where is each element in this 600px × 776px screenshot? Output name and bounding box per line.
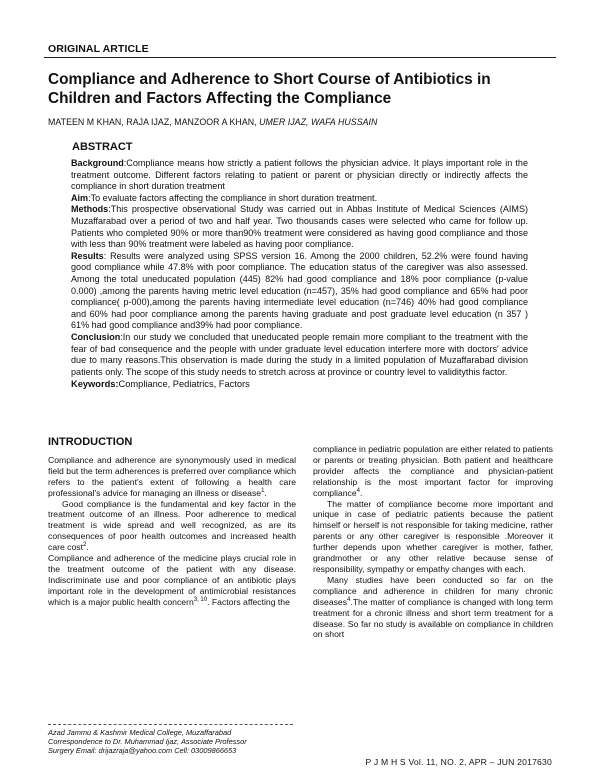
abstract — [71, 141, 528, 390]
intro-p3-tail: . Factors affecting the — [207, 596, 290, 607]
citation-4b: 4 — [347, 596, 351, 603]
right-paragraph-1: compliance in pediatric population are either related to patients or parents or treating physician. Both patient and healthcare provider affects the compliance and physician-patient relationship is the most important factor for improving compliance$^4$. — [313, 444, 553, 498]
right-paragraph-2 — [313, 499, 553, 575]
intro-paragraph-3 — [48, 553, 296, 608]
right-p2-text: The matter of compliance become more important and unique in case of pediatric patients because the patient himself or herself is not responsible for taking medicine, rather parents or any other caregiver is responsible .Moreover it further depends upon whether caregiver is mother, father, grandmother or any other relative because sense of responsibility, sympathy or empathy changes with each. — [313, 498, 553, 574]
header-divider — [44, 57, 556, 58]
authors-plain: MATEEN M KHAN, RAJA IJAZ, MANZOOR A KHAN, — [48, 117, 260, 127]
abstract-heading: ABSTRACT — [72, 141, 133, 153]
right-p3-text: Many studies have been conducted so far on the compliance and adherence in children for many chronic diseases — [313, 574, 553, 607]
right-column — [313, 444, 553, 640]
citation-4a: 4 — [356, 487, 360, 494]
page-footer: P J M H S Vol. 11, NO. 2, APR – JUN 2017630 — [365, 757, 552, 767]
intro-paragraph-2: Good compliance is the fundamental and key factor in the treatment outcome of an illness. Poor adherence to medical treatment is wide spread and well recognized, as are its consequences of poor health outcomes and increased health care cost$^2$. — [48, 498, 296, 553]
author-list — [48, 117, 377, 127]
aim-text: :To evaluate factors affecting the compliance in short duration treatment. — [88, 192, 378, 203]
footnote-divider — [48, 724, 293, 725]
aim-label: Aim — [71, 192, 89, 203]
citation-2: 2 — [83, 542, 87, 549]
footnote-correspondence: Correspondence to Dr. Muhammad Ijaz, Associate Professor — [48, 737, 247, 746]
section-label: ORIGINAL ARTICLE — [48, 43, 149, 55]
footnote-affiliation: Azad Jammu & Kashmir Medical College, Muzaffarabad — [48, 728, 232, 737]
intro-p3-text: Compliance and adherence of the medicine plays crucial role in the treatment outcome of the patient with any disease. Indiscriminate use and poor compliance of an antibiotic plays important role in the development of antimicrobial resistances which is a major public health concern — [48, 553, 296, 607]
intro-paragraph-1: Compliance and adherence are synonymously used in medical field but the term adherences is preferred over compliance which refers to the patient's extent of following a health care professional's advice for managing an illness or disease$^1$. — [48, 454, 296, 498]
background-text: :Compliance means how strictly a patient follows the physician advice. It plays important role in the treatment outcome. Different factors relating to patient or parent or physician directly or indirectly affects the compliance in short duration treatment — [71, 158, 528, 192]
left-column — [48, 437, 296, 608]
intro-p2-text: Good compliance is the fundamental and key factor in the treatment outcome of an illness. Poor adherence to medical treatment is wide spread and well recognized, as are its consequences of poor health outcomes and increased health care cost — [48, 498, 296, 553]
conclusion-label: Conclusion — [71, 331, 121, 342]
footnote-block — [48, 721, 298, 755]
background-label: Background — [71, 158, 124, 168]
right-p3-tail: .The matter of compliance is changed with long term treatment for a chronic illness and short term treatment for a disease. So far no study is available on compliance in children on short — [313, 596, 553, 640]
results-label: Results — [71, 250, 104, 261]
conclusion-text: :In our study we concluded that uneducated people remain more compliant to the treatment with the fear of bad consequence and the people with under graduate level education interfere more with doctors' advice due to many reasons.This observation is made during the study in a limited population of Muzaffarabad division patients only. The scope of this study needs to stretch across at province or country level to validitythis factor. — [71, 331, 528, 377]
abstract-keywords — [71, 378, 528, 390]
introduction-heading: INTRODUCTION — [48, 436, 133, 448]
right-p1-text: compliance in pediatric population are either related to patients or parents or treating physician. Both patient and healthcare provider affects the compliance and physician-patient relationship is the most important factor for improving compliance — [313, 444, 553, 498]
keywords-text: Compliance, Pediatrics, Factors — [118, 379, 250, 390]
abstract-results — [71, 251, 528, 332]
abstract-aim — [71, 193, 528, 205]
abstract-methods — [71, 204, 528, 250]
abstract-background — [71, 158, 528, 193]
intro-p1-text: Compliance and adherence are synonymously used in medical field but the term adherences is preferred over compliance which refers to the patient's extent of following a health care professional's advice for managing an illness or disease — [48, 454, 296, 498]
citation-1: 1 — [261, 487, 265, 494]
authors-italic: UMER IJAZ, WAFA HUSSAIN — [259, 117, 378, 127]
right-paragraph-3 — [313, 575, 553, 640]
keywords-label: Keywords: — [71, 379, 119, 390]
abstract-conclusion — [71, 332, 528, 378]
methods-text: :This prospective observational Study was carried out in Abbas Institute of Medical Sciences (AIMS) Muzaffarabad over a period of two and half year. Two thousands cases were selected who came for follow up. Patients who completed 90% or more than90% treatment were considered as having good compliance and those with less than 90% treatment were labeled as having poor compliance. — [71, 204, 528, 250]
results-text: : Results were analyzed using SPSS version 16. Among the 2000 children, 52.2% were found having good compliance while 47.8% with poor compliance. The education status of the caregiver was also assessed. Among the total uneducated population (445) 82% had good compliance and 18% poor compliance (p-value 0.000) ,among the parents having metric level education (n=457), 35% had good compliance and 65% had poor compliance( p-000),among the parents having intermediate level education (n=746) 40% had good compliance and 60% had poor compliance among the parents having graduate and post graduate level education (n 357 ) 61% had good compliance and39% had poor compliance. — [71, 250, 528, 331]
methods-label: Methods — [71, 204, 109, 215]
footnote-contact: Surgery Email: drijazraja@yahoo.com Cell: 03009866653 — [48, 746, 237, 755]
article-title: Compliance and Adherence to Short Course of Antibiotics in Children and Factors Affecting the Compliance — [48, 71, 491, 107]
citation-3: 3, 10 — [193, 596, 208, 603]
